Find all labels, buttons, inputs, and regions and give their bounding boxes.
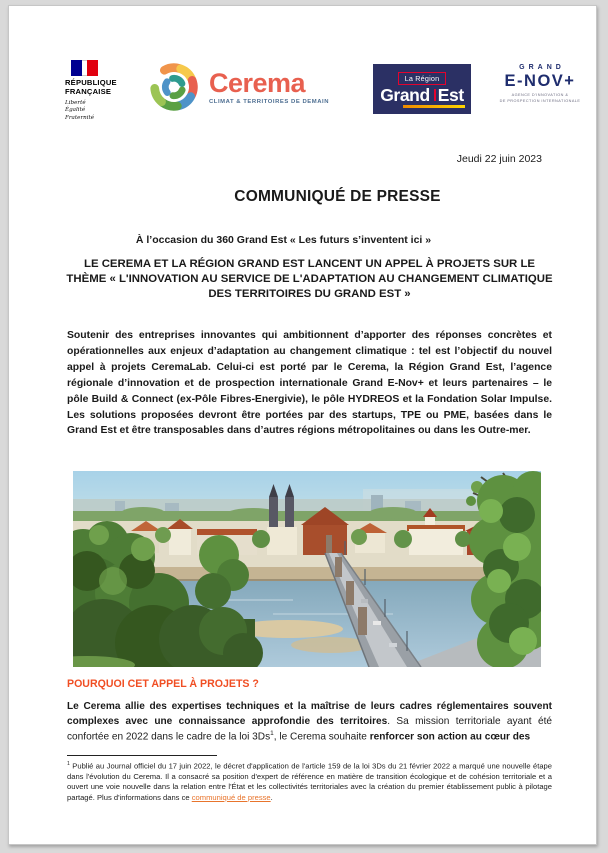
enov-subtitle-1: AGENCE D'INNOVATION & <box>511 92 569 97</box>
lead-paragraph: Soutenir des entreprises innovantes qui ambitionnent d’apporter des réponses concrètes et opérationnelles aux enjeux d’adaptation au changement climatique : tel est l’objectif du nouvel appel à projets CeremaLab. Celui-ci est porté par le Cerema, la Région Grand Est, l’agence régionale d’innovation et de prospection internationale Grand E-Nov+ et leurs partenaires – le pôle Build & Connect (ex-Pôle Fibres-Energivie), le pôle HYDREOS et la Fondation Solar Impulse. Les solutions proposées devront être portées par des startups, TPE ou PME, basées dans le Grand Est et être transposables dans d’autres régions métropolitaines ou dans les Outre-mer. <box>67 330 552 437</box>
riverside-city-photo <box>73 471 541 667</box>
why-paragraph <box>67 700 552 746</box>
section-heading-why: POURQUOI CET APPEL À PROJETS ? <box>67 678 259 690</box>
press-release-page <box>8 5 597 845</box>
footnote-marker: 1 <box>67 761 70 767</box>
republique-line1: RÉPUBLIQUE <box>65 78 117 87</box>
cerema-logo <box>145 56 329 118</box>
press-release-link[interactable]: communiqué de presse <box>191 792 271 802</box>
grand-enov-logo <box>487 64 593 105</box>
grand-est-yellow-underline <box>403 105 465 108</box>
grand-est-red-accent <box>434 89 436 101</box>
grand-est-wordmark <box>373 86 471 104</box>
footnote <box>67 761 552 803</box>
republique-name <box>65 79 135 97</box>
french-flag-icon <box>71 60 98 76</box>
footnote-text: Publié au Journal officiel du 17 juin 2022, le décret d'application de l'article 159 de la loi 3Ds du 21 février 2022 a marqué une nouvelle étape dans l'évolution du Cerema. Il a consacré sa position d'expert de référence en matière de transition écologique et de cohésion territoriale et a ouvert une voie nouvelle dans la relation entre l'État et les collectivités territoriales avec la création du premier établissement public à pilotage partagé. Plus d'informations dans ce <box>67 761 552 802</box>
enov-grand-label: GRAND <box>519 64 565 71</box>
grand-est-la-region: La Région <box>398 72 447 85</box>
footnote-separator <box>67 755 217 756</box>
enov-subtitle-2: DE PROSPECTION INTERNATIONALE <box>499 99 581 104</box>
motto-fraternite: Fraternité <box>65 115 95 121</box>
why-regular-2: , le Cerema souhaite <box>273 731 370 743</box>
region-grand-est-logo <box>373 64 471 114</box>
photo-illustration <box>73 471 541 667</box>
why-bold-1: Le Cerema allie des expertises techniques et la maîtrise de leurs cadres réglementaires souvent complexes avec une connaissance approfondie des territoires <box>67 701 552 727</box>
republique-line2: FRANÇAISE <box>65 86 112 96</box>
press-release-date: Jeudi 22 juin 2023 <box>456 153 542 165</box>
republique-motto <box>65 100 135 123</box>
cerema-wordmark <box>209 67 330 105</box>
main-headline: LE CEREMA ET LA RÉGION GRAND EST LANCENT UN APPEL À PROJETS SUR LE THÈME « L'INNOVATION AU SERVICE DE L'ADAPTATION AU CHANGEMENT CLIMATIQUE DES TERRITOIRES DU GRAND EST » <box>66 258 553 301</box>
why-regular-1: . Sa mission territoriale ayant été confortée en 2022 dans le cadre de la loi 3Ds <box>67 715 552 743</box>
footnote-reference: 1 <box>270 730 274 738</box>
page-title: COMMUNIQUÉ DE PRESSE <box>234 188 441 205</box>
cerema-name: Cerema <box>209 67 306 98</box>
cerema-tagline: CLIMAT & TERRITOIRES DE DEMAIN <box>209 98 330 105</box>
republique-francaise-logo <box>65 60 135 123</box>
motto-liberte: Liberté <box>65 99 86 106</box>
logo-row <box>9 56 596 136</box>
cerema-pinwheel-icon <box>145 56 203 118</box>
grand-est-word1: Grand <box>380 85 430 105</box>
footnote-period: . <box>270 792 273 802</box>
motto-egalite: Égalité <box>65 107 86 114</box>
occasion-subtitle: À l’occasion du 360 Grand Est « Les futurs s’inventent ici » <box>135 234 432 246</box>
why-bold-2: renforcer son action au cœur des <box>369 731 531 743</box>
enov-wordmark: E-NOV+ <box>504 72 576 90</box>
grand-est-word2: Est <box>437 85 464 105</box>
